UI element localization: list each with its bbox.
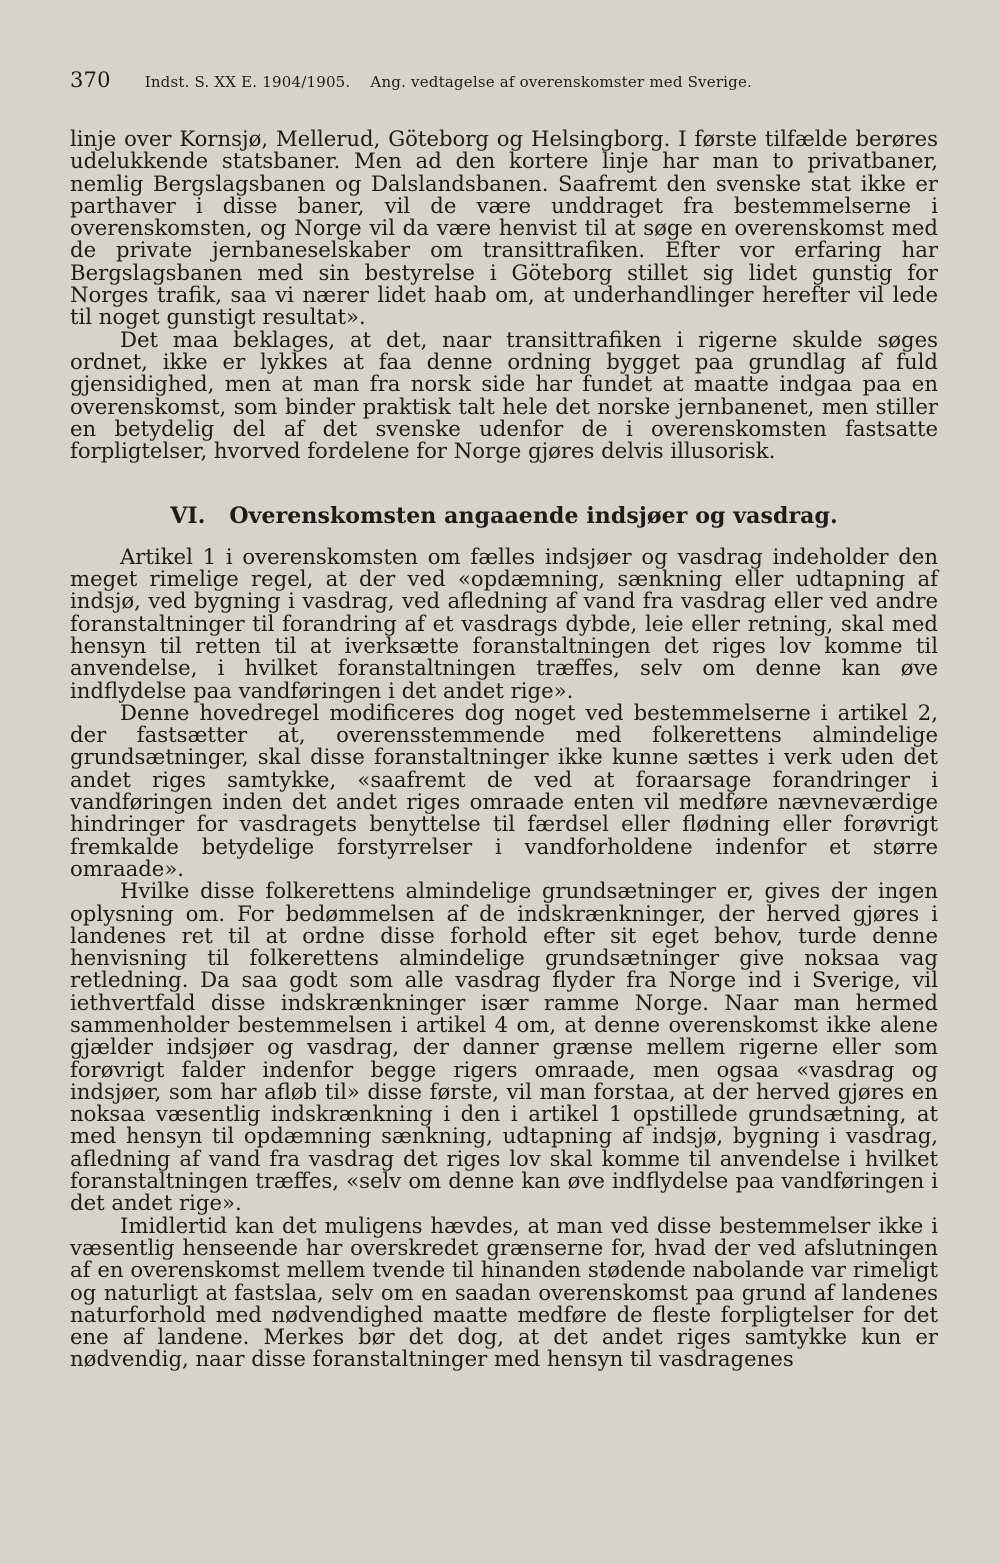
section-heading <box>70 503 938 530</box>
section-title: Overenskomsten angaaende indsjøer og vasdrag. <box>229 503 838 530</box>
paragraph-continued: linje over Kornsjø, Mellerud, Göteborg og Helsingborg. I første tilfælde berøres udelukkende statsbaner. Men ad den kortere linje har man to privatbaner, nemlig Bergslagsbanen og Dalslandsbanen. Saafremt den svenske stat ikke er parthaver i disse baner, vil de være unddraget fra bestemmelserne i overenskomsten, og Norge vil da være henvist til at søge en overenskomst med de private jernbaneselskaber om transittrafiken. Efter vor erfaring har Bergslagsbanen med sin bestyrelse i Göteborg stillet sig lidet gunstig for Norges trafik, saa vi nærer lidet haab om, at underhandlinger herefter vil lede til noget gunstigt resultat». <box>70 126 938 330</box>
paragraph: Imidlertid kan det muligens hævdes, at man ved disse bestemmelser ikke i væsentlig henseende har overskredet grænserne for, hvad der ved afslutningen af en overenskomst mellem tvende til hinanden stødende nabolande var rimeligt og naturligt at fastslaa, selv om en saadan overenskomst paa grund af landenes naturforhold med nødvendighed maatte medføre de fleste forpligtelser for det ene af landene. Merkes bør det dog, at det andet riges samtykke kun er nødvendig, naar disse foranstaltninger med hensyn til vasdragenes <box>70 1212 938 1372</box>
body-text <box>70 128 938 1371</box>
page-number: 370 <box>70 68 111 92</box>
paragraph: Det maa beklages, at det, naar transittrafiken i rigerne skulde søges ordnet, ikke er lykkes at faa denne ordning bygget paa grundlag af fuld gjensidighed, men at man fra norsk side har fundet at maatte indgaa paa en overenskomst, som binder praktisk talt hele det norske jernbanenet, men stiller en betydelig del af det svenske udenfor de i overenskomsten fastsatte forpligtelser, hvorved fordelene for Norge gjøres delvis illusorisk. <box>70 326 938 464</box>
paragraph: Hvilke disse folkerettens almindelige grundsætninger er, gives der ingen oplysning om. For bedømmelsen af de indskrænkninger, der herved gjøres i landenes ret til at ordne disse forhold efter sit eget behov, turde denne henvisning til folkerettens almindelige grundsætninger give noksaa vag retledning. Da saa godt som alle vasdrag flyder fra Norge ind i Sverige, vil iethvertfald disse indskrænkninger især ramme Norge. Naar man hermed sammenholder bestemmelsen i artikel 4 om, at denne overenskomst ikke alene gjælder indsjøer og vasdrag, der danner grænse mellem rigerne eller som forøvrigt falder indenfor begge rigers omraade, men ogsaa «vasdrag og indsjøer, som har afløb til» disse første, vil man forstaa, at der herved gjøres en noksaa væsentlig indskrænkning i den i artikel 1 opstillede grundsætning, at med hensyn til opdæmning sænkning, udtapning af indsjø, bygning i vasdrag, afledning af vand fra vasdrag det riges lov skal komme til anvendelse i hvilket foranstaltningen træffes, «selv om denne kan øve indflydelse paa vandføringen i det andet rige». <box>70 878 938 1216</box>
running-header <box>70 68 938 92</box>
paragraph: Artikel 1 i overenskomsten om fælles indsjøer og vasdrag indeholder den meget rimelige regel, at der ved «opdæmning, sænkning eller udtapning af indsjø, ved bygning i vasdrag, ved afledning af vand fra vasdrag eller ved andre foranstaltninger til forandring af et vasdrags dybde, leie eller retning, skal med hensyn til retten til at iverksætte foranstaltningen det riges lov komme til anvendelse, i hvilket foranstaltningen træffes, selv om denne kan øve indflydelse paa vandføringen i det andet rige». <box>70 543 938 703</box>
paragraph: Denne hovedregel modificeres dog noget ved bestemmelserne i artikel 2, der fastsætter at, overensstemmende med folkerettens almindelige grundsætninger, skal disse foranstaltninger ikke kunne sættes i verk uden det andet riges samtykke, «saafremt de ved at foraarsage forandringer i vandføringen inden det andet riges omraade enten vil medføre nævneværdige hindringer for vasdragets benyttelse til færdsel eller flødning eller forøvrigt fremkalde betydelige forstyrrelser i vandforholdene indenfor et større omraade». <box>70 699 938 881</box>
running-header-right: Ang. vedtagelse af overenskomster med Sverige. <box>370 73 753 91</box>
section-number: VI. <box>170 503 206 530</box>
running-header-left: Indst. S. XX E. 1904/1905. <box>144 73 351 91</box>
